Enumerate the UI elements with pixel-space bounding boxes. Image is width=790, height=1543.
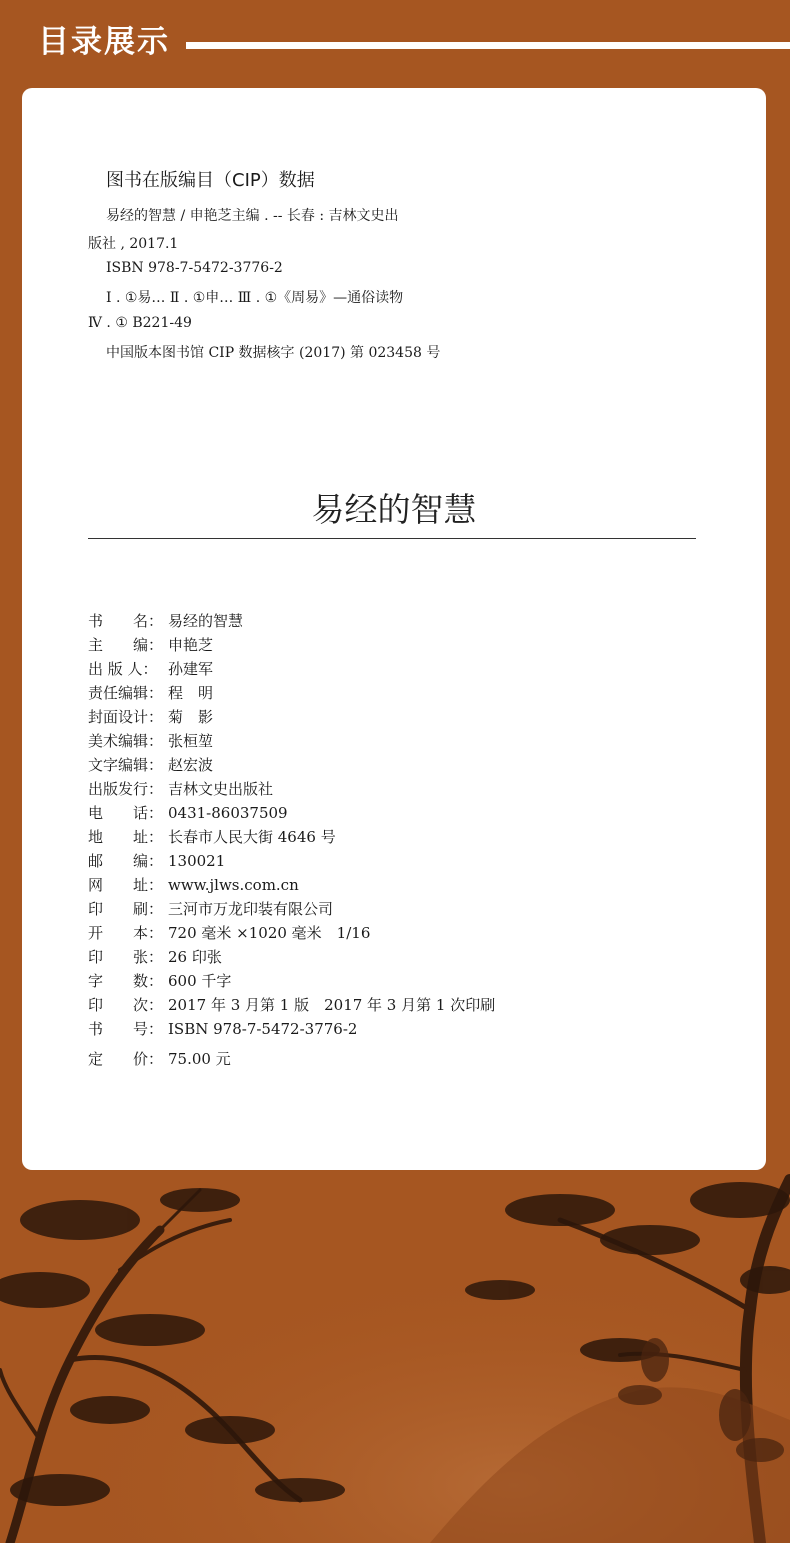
colophon-label: 开 本： — [88, 924, 164, 942]
book-title: 易经的智慧 — [311, 490, 477, 529]
colophon-value: 程 明 — [168, 684, 214, 702]
colophon-row — [88, 850, 225, 872]
colophon-label: 印 次： — [88, 996, 164, 1014]
colophon-label: 网 址： — [88, 876, 164, 894]
colophon-value: www.jlws.com.cn — [168, 876, 299, 894]
colophon-label: 文字编辑： — [88, 756, 164, 774]
colophon-value: 720 毫米 ×1020 毫米 1/16 — [168, 924, 371, 942]
colophon-value: 申艳芝 — [168, 636, 214, 654]
colophon-value: 600 千字 — [168, 972, 232, 990]
colophon-row — [88, 754, 213, 776]
colophon-value: 赵宏波 — [168, 756, 214, 774]
copyright-page-card — [22, 88, 766, 1170]
colophon-value: 张桓堃 — [168, 732, 214, 750]
colophon-row — [88, 778, 273, 800]
colophon-label: 地 址： — [88, 828, 164, 846]
colophon-row — [88, 874, 299, 896]
colophon-value: 130021 — [168, 852, 226, 870]
landscape-painting-decoration — [0, 1160, 790, 1543]
colophon-label: 定 价： — [88, 1050, 164, 1068]
colophon-value: ISBN 978-7-5472-3776-2 — [168, 1020, 358, 1038]
colophon-label: 出 版 人： — [88, 660, 158, 678]
cip-line: 版社 , 2017.1 — [88, 236, 179, 252]
colophon-value: 孙建军 — [168, 660, 214, 678]
colophon-row — [88, 1048, 231, 1070]
colophon-row — [88, 994, 495, 1016]
cip-line: 易经的智慧 / 申艳芝主编 . -- 长春 : 吉林文史出 — [106, 208, 399, 224]
colophon-value: 26 印张 — [168, 948, 222, 966]
colophon-label: 主 编： — [88, 636, 164, 654]
cip-line: Ⅰ . ①易… Ⅱ . ①申… Ⅲ . ①《周易》—通俗读物 — [106, 290, 404, 306]
colophon-value: 0431-86037509 — [168, 804, 288, 822]
colophon-row — [88, 658, 213, 680]
colophon-row — [88, 634, 213, 656]
header-divider — [186, 42, 790, 49]
cip-line: Ⅳ . ① B221-49 — [88, 315, 192, 331]
colophon-row — [88, 946, 222, 968]
section-title: 目录展示 — [38, 24, 170, 60]
colophon-row — [88, 610, 243, 632]
colophon-row — [88, 1018, 357, 1040]
title-divider — [88, 538, 696, 539]
colophon-value: 2017 年 3 月第 1 版 2017 年 3 月第 1 次印刷 — [168, 996, 496, 1014]
colophon-row — [88, 898, 333, 920]
colophon-label: 责任编辑： — [88, 684, 164, 702]
colophon-label: 电 话： — [88, 804, 164, 822]
colophon-row — [88, 922, 370, 944]
colophon-label: 封面设计： — [88, 708, 164, 726]
colophon-value: 吉林文史出版社 — [168, 780, 274, 798]
colophon-label: 印 张： — [88, 948, 164, 966]
colophon-value: 三河市万龙印装有限公司 — [168, 900, 334, 918]
colophon-label: 出版发行： — [88, 780, 164, 798]
page-header — [0, 0, 790, 88]
colophon-value: 易经的智慧 — [168, 612, 244, 630]
colophon-label: 邮 编： — [88, 852, 164, 870]
cip-line: 中国版本图书馆 CIP 数据核字 (2017) 第 023458 号 — [106, 345, 441, 361]
colophon-label: 字 数： — [88, 972, 164, 990]
colophon-row — [88, 730, 213, 752]
colophon-label: 书 名： — [88, 612, 164, 630]
colophon-row — [88, 706, 213, 728]
colophon-row — [88, 682, 213, 704]
colophon-row — [88, 970, 231, 992]
colophon-value: 75.00 元 — [168, 1050, 231, 1068]
colophon-label: 印 刷： — [88, 900, 164, 918]
colophon-row — [88, 826, 336, 848]
cip-heading: 图书在版编目（CIP）数据 — [106, 170, 315, 191]
colophon-row — [88, 802, 288, 824]
colophon-value: 菊 影 — [168, 708, 214, 726]
cip-line: ISBN 978-7-5472-3776-2 — [106, 260, 283, 276]
colophon-label: 书 号： — [88, 1020, 164, 1038]
colophon-label: 美术编辑： — [88, 732, 164, 750]
colophon-value: 长春市人民大街 4646 号 — [168, 828, 336, 846]
